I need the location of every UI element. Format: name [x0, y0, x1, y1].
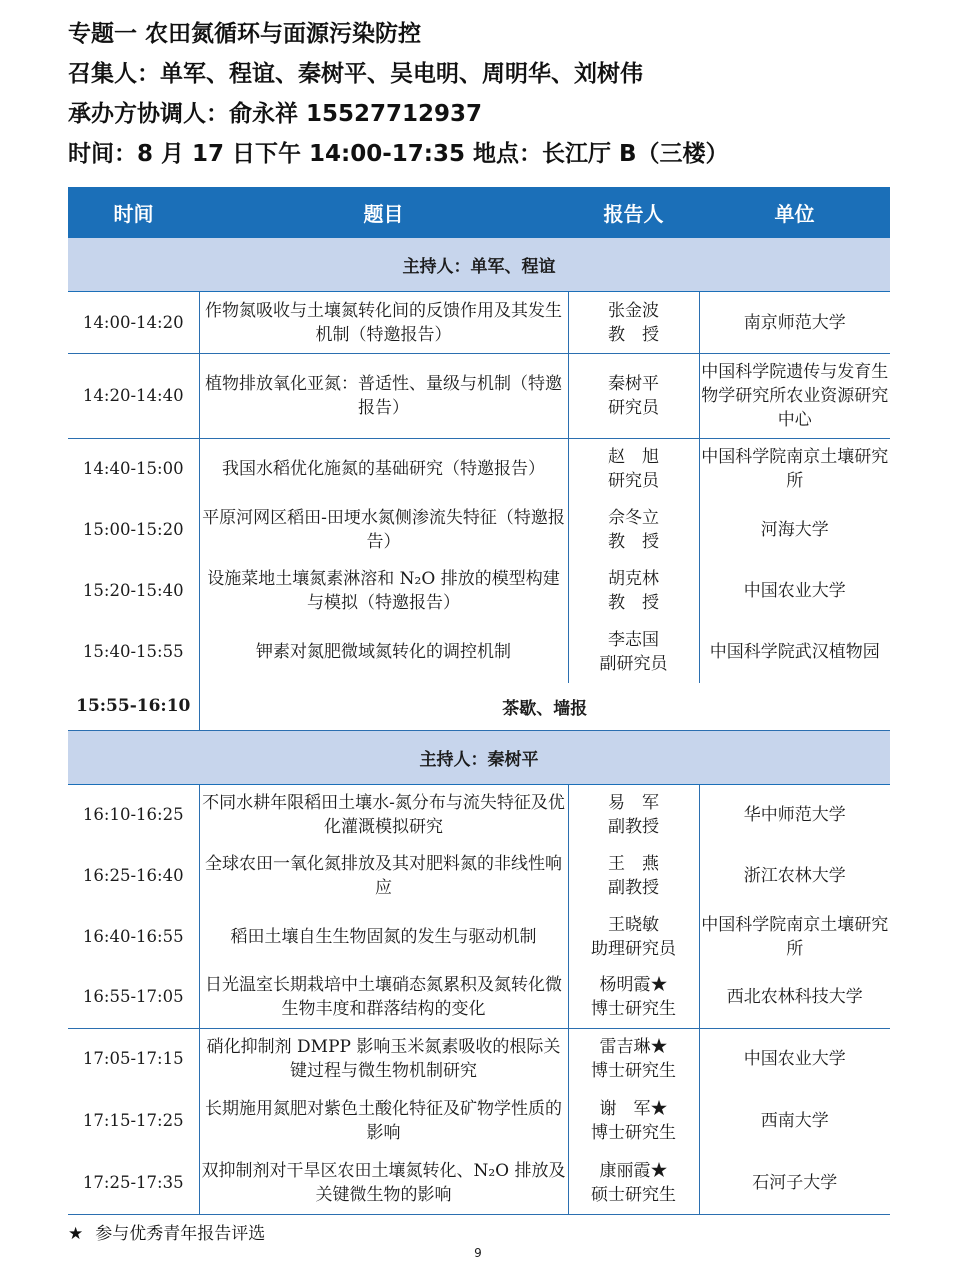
table-row [68, 500, 890, 561]
header [68, 14, 729, 174]
table-row [68, 439, 890, 500]
row-time: 16:10-16:25 [82, 804, 184, 824]
table-row [68, 967, 890, 1028]
row-time: 17:25-17:35 [68, 1152, 199, 1214]
time-location: 时间：8 月 17 日下午 14:00-17:35 地点：长江厅 B（三楼） [68, 141, 729, 167]
table-row [68, 1090, 890, 1152]
row-time: 15:00-15:20 [82, 520, 184, 539]
row-time: 16:55-17:05 [82, 987, 184, 1007]
row-unit: 中国科学院南京土壤研究所 [699, 439, 890, 500]
row-time: 14:00-14:20 [82, 312, 184, 332]
conveners: 召集人：单军、程谊、秦树平、吴电明、周明华、刘树伟 [68, 61, 643, 87]
session-host-row [68, 238, 890, 292]
table-row [68, 784, 890, 845]
row-unit: 中国科学院武汉植物园 [699, 622, 890, 683]
row-speaker: 易 军 副教授 [568, 784, 699, 845]
schedule-table [68, 187, 890, 1215]
row-speaker: 秦树平 研究员 [568, 354, 699, 439]
row-title: 硝化抑制剂 DMPP 影响玉米氮素吸收的根际关键过程与微生物机制研究 [199, 1028, 568, 1090]
session1-host: 主持人：单军、程谊 [68, 238, 890, 292]
header-time: 时间 [68, 187, 199, 238]
table-row [68, 622, 890, 683]
row-title: 日光温室长期栽培中土壤硝态氮累积及氮转化微生物丰度和群落结构的变化 [199, 967, 568, 1028]
table-row [68, 1152, 890, 1214]
row-speaker: 康丽霞★ 硕士研究生 [568, 1152, 699, 1214]
row-speaker: 雷吉琳★ 博士研究生 [568, 1028, 699, 1090]
row-unit: 西北农林科技大学 [699, 967, 890, 1028]
row-title: 作物氮吸收与土壤氮转化间的反馈作用及其发生机制（特邀报告） [199, 292, 568, 354]
session2-host: 主持人：秦树平 [68, 730, 890, 784]
row-unit: 河海大学 [699, 500, 890, 561]
row-title: 全球农田一氧化氮排放及其对肥料氮的非线性响应 [199, 845, 568, 906]
row-time: 15:40-15:55 [82, 642, 184, 661]
row-time: 15:20-15:40 [82, 581, 184, 600]
table-row [68, 906, 890, 967]
row-time: 14:20-14:40 [68, 354, 199, 439]
row-unit: 西南大学 [699, 1090, 890, 1152]
break-time: 15:55-16:10 [68, 683, 199, 731]
table-row [68, 292, 890, 354]
row-time: 17:15-17:25 [82, 1111, 184, 1130]
header-speaker: 报告人 [568, 187, 699, 238]
coordinator: 承办方协调人：俞永祥 15527712937 [68, 101, 483, 127]
row-unit: 浙江农林大学 [699, 845, 890, 906]
row-unit: 华中师范大学 [699, 784, 890, 845]
row-speaker: 胡克林 教 授 [568, 561, 699, 622]
row-title: 钾素对氮肥微域氮转化的调控机制 [199, 622, 568, 683]
row-time: 16:25-16:40 [82, 865, 184, 885]
header-title: 题目 [199, 187, 568, 238]
break-row [68, 683, 890, 731]
row-speaker: 佘冬立 教 授 [568, 500, 699, 561]
header-unit: 单位 [699, 187, 890, 238]
row-title: 长期施用氮肥对紫色土酸化特征及矿物学性质的影响 [199, 1090, 568, 1152]
table-row [68, 845, 890, 906]
star-icon: ★ [68, 1224, 84, 1244]
row-unit: 中国农业大学 [699, 561, 890, 622]
page-number: 9 [474, 1246, 482, 1260]
table-row [68, 354, 890, 439]
row-title: 双抑制剂对干旱区农田土壤氮转化、N₂O 排放及关键微生物的影响 [199, 1152, 568, 1214]
row-unit: 中国科学院南京土壤研究所 [699, 906, 890, 967]
break-label: 茶歇、墙报 [199, 683, 890, 731]
row-speaker: 李志国 副研究员 [568, 622, 699, 683]
row-title: 平原河网区稻田-田埂水氮侧渗流失特征（特邀报告） [199, 500, 568, 561]
row-time: 17:05-17:15 [68, 1028, 199, 1090]
row-speaker: 王晓敏 助理研究员 [568, 906, 699, 967]
row-title: 稻田土壤自生生物固氮的发生与驱动机制 [199, 906, 568, 967]
row-unit: 中国农业大学 [699, 1028, 890, 1090]
row-speaker: 谢 军★ 博士研究生 [568, 1090, 699, 1152]
row-title: 设施菜地土壤氮素淋溶和 N₂O 排放的模型构建与模拟（特邀报告） [199, 561, 568, 622]
footnote-text: 参与优秀青年报告评选 [95, 1224, 266, 1244]
table-row [68, 1028, 890, 1090]
table-header [68, 187, 890, 238]
row-time: 16:40-16:55 [82, 926, 184, 946]
row-unit: 南京师范大学 [699, 292, 890, 354]
row-title: 植物排放氧化亚氮：普适性、量级与机制（特邀报告） [199, 354, 568, 439]
table-row [68, 561, 890, 622]
row-unit: 石河子大学 [699, 1152, 890, 1214]
row-speaker: 张金波 教 授 [568, 292, 699, 354]
row-unit: 中国科学院遗传与发育生物学研究所农业资源研究中心 [699, 354, 890, 439]
row-speaker: 王 燕 副教授 [568, 845, 699, 906]
row-title: 我国水稻优化施氮的基础研究（特邀报告） [199, 439, 568, 500]
row-speaker: 赵 旭 研究员 [568, 439, 699, 500]
row-title: 不同水耕年限稻田土壤水-氮分布与流失特征及优化灌溉模拟研究 [199, 784, 568, 845]
footnote [68, 1219, 265, 1244]
row-speaker: 杨明霞★ 博士研究生 [568, 967, 699, 1028]
topic-title: 专题一 农田氮循环与面源污染防控 [68, 21, 422, 47]
row-time: 14:40-15:00 [68, 439, 199, 500]
session-host-row [68, 730, 890, 784]
